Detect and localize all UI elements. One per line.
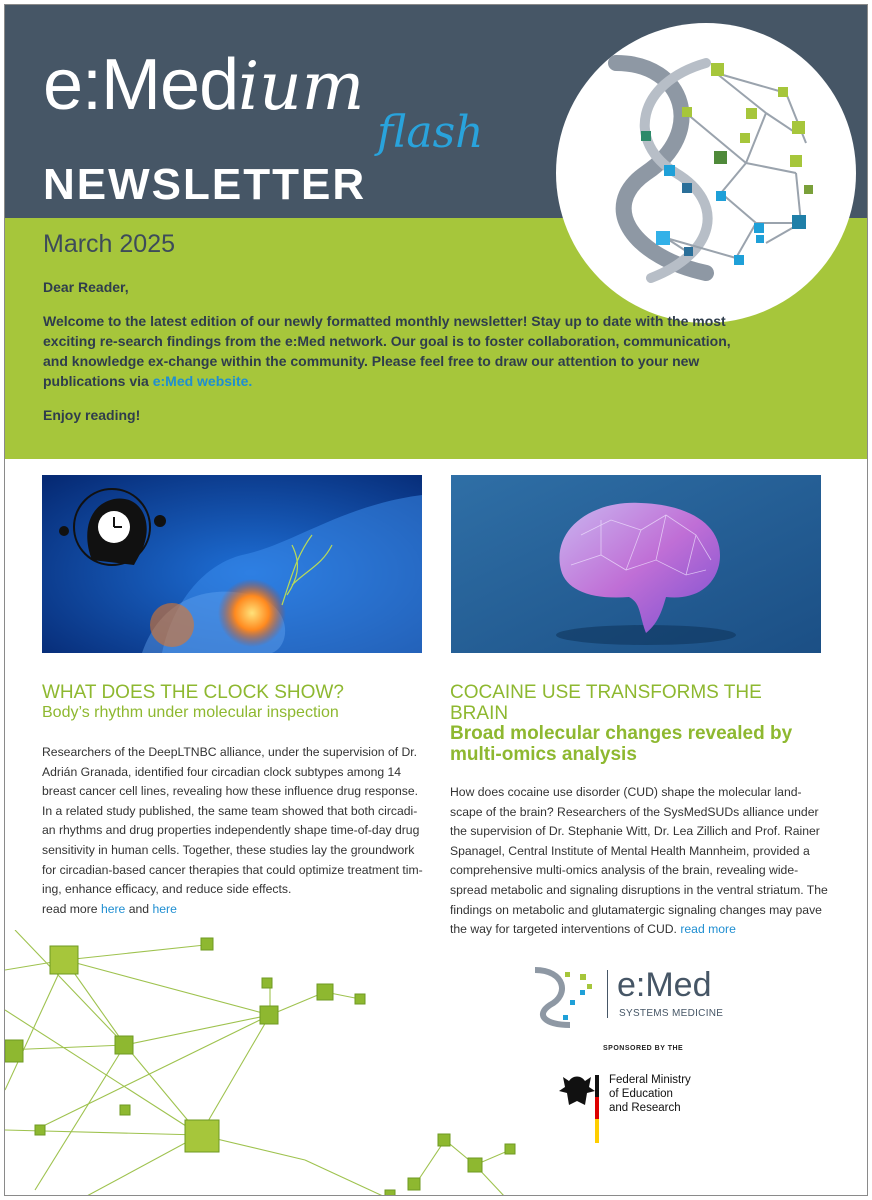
read-more-label: read more [42, 901, 101, 916]
ministry-line2: of Education [609, 1088, 673, 1100]
and-text: and [125, 901, 153, 916]
intro-text [43, 277, 743, 439]
article2-title-line1: COCAINE USE TRANSFORMS THE [450, 682, 762, 703]
article2-text: How does cocaine use disorder (CUD) shape the molecular land-scape of the brain? Researchers of the SysMedSUDs alliance under the supervision of Dr. Stephanie Witt, Dr. Lea Zillich and Prof. Rainer Spanagel, Central Institute of Mental Health Mannheim, provided a comprehensive multi-omics analysis of the brain, revealing wide-spread metabolic and signaling disruptions in the ventral striatum. The findings on metabolic and glutamatergic signaling changes may pave the way for targeted interventions of CUD. [450, 785, 828, 937]
article1-link-here-2[interactable]: here [152, 901, 177, 916]
emed-dna-icon [525, 960, 615, 1030]
article1-title: WHAT DOES THE CLOCK SHOW? [42, 682, 344, 703]
ministry-line1: Federal Ministry [609, 1074, 691, 1086]
article2-subtitle [450, 723, 792, 765]
welcome-paragraph [43, 311, 743, 391]
emed-website-link[interactable]: e:Med website. [152, 373, 253, 389]
article2-subtitle-line1: Broad molecular changes revealed by [450, 723, 793, 744]
newsletter-title: NEWSLETTER [43, 160, 367, 209]
article2-title-line2: BRAIN [450, 703, 509, 724]
ministry-name [609, 1073, 691, 1115]
article2-subtitle-line2: multi-omics analysis [450, 744, 637, 765]
welcome-text: Welcome to the latest edition of our newly formatted monthly newsletter! Stay up to date with the most exciting re-search findings from the e:Med network. Our goal is to foster collaboration, communication, and knowledge ex-change within the community. Please feel free to draw our attention to your new publications via [43, 313, 731, 389]
newsletter-page [4, 4, 868, 1196]
article2-body [450, 783, 830, 940]
emed-tagline: SYSTEMS MEDICINE [619, 1008, 724, 1019]
flash-logo: flash [377, 107, 484, 158]
emed-wordmark: e:Med [617, 966, 712, 1004]
emedium-logo: e:Medium [43, 45, 365, 125]
decorative-network-graphic [5, 930, 525, 1196]
logo-divider [607, 970, 608, 1018]
breast-cancer-clock-image [42, 475, 422, 653]
greeting: Dear Reader, [43, 279, 129, 295]
eagle-icon [559, 1077, 595, 1106]
article1-body [42, 743, 426, 919]
article1-subtitle: Body’s rhythm under molecular inspection [42, 704, 339, 721]
closing-line: Enjoy reading! [43, 407, 141, 423]
article1-text: Researchers of the DeepLTNBC alliance, under the supervision of Dr. Adrián Granada, identified four circadian clock subtypes among 14 breast cancer cell lines, revealing how these influence drug response. In a related study published, the same team showed that both circadi-an rhythms and drug properties independently shape time-of-day drug sensitivity in human cells. Together, these studies lay the groundwork for circadian-based cancer therapies that could optimize treatment tim-ing, enhance efficacy, and reduce side effects. [42, 745, 423, 897]
brain-image [451, 475, 821, 653]
emed-systems-medicine-logo [525, 960, 755, 1030]
ministry-line3: and Research [609, 1102, 681, 1114]
article1-link-here-1[interactable]: here [100, 901, 126, 916]
issue-date: March 2025 [43, 230, 176, 258]
article2-title [450, 682, 762, 724]
article2-read-more-link[interactable]: read more [680, 922, 736, 937]
sponsored-by-label: SPONSORED BY THE [603, 1045, 684, 1052]
